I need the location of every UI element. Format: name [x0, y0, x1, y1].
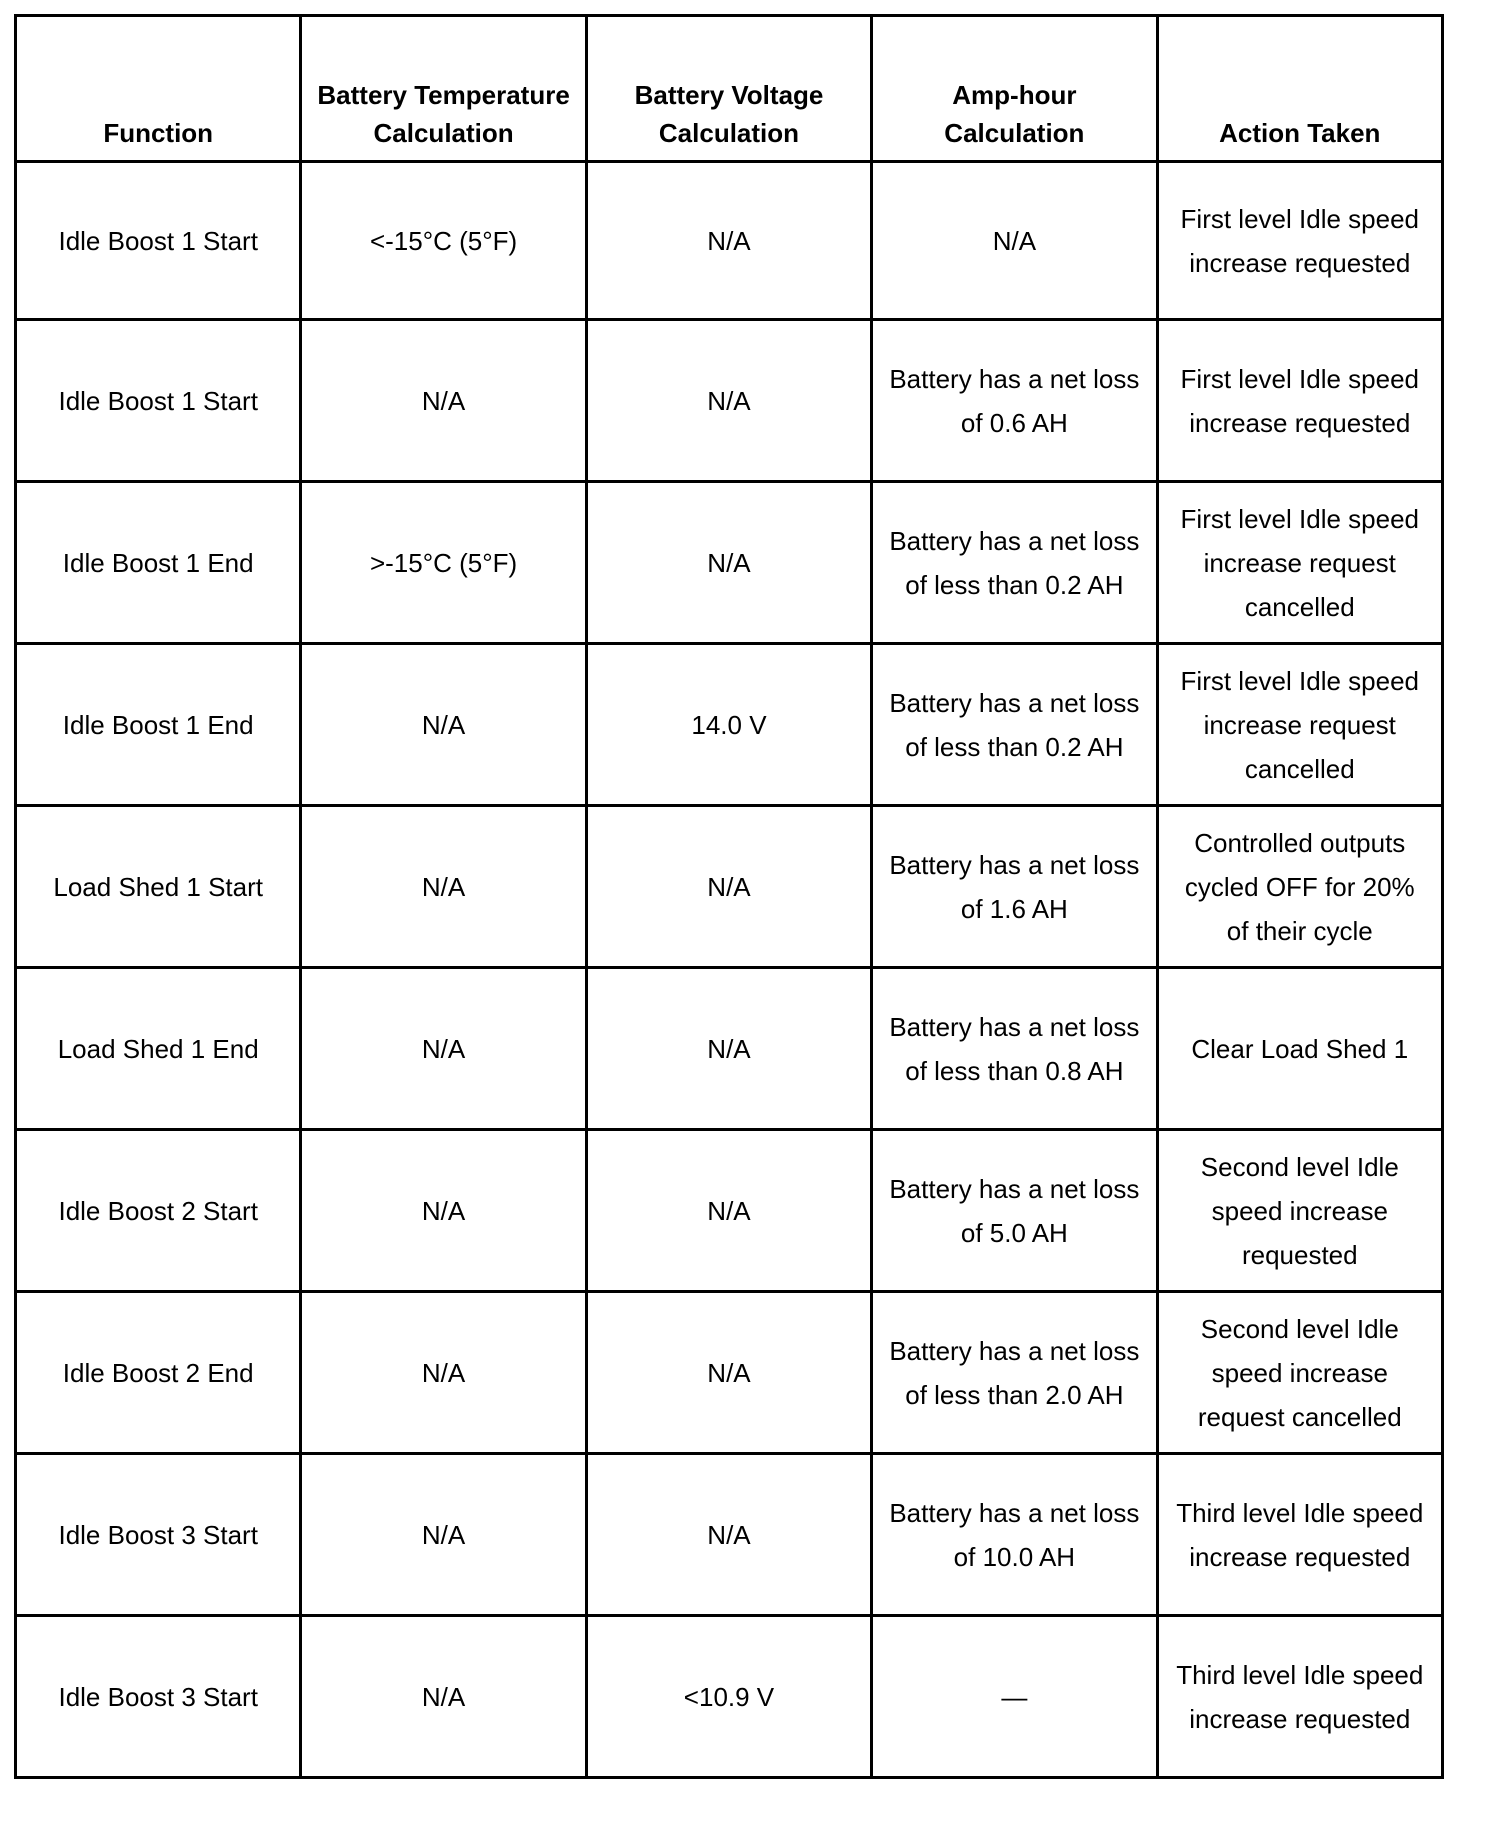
cell-battery-voltage: N/A: [586, 320, 871, 482]
header-battery-voltage: Battery Voltage Calculation: [586, 16, 871, 162]
cell-battery-voltage: 14.0 V: [586, 644, 871, 806]
table-row: [16, 482, 1443, 644]
cell-battery-temperature: N/A: [301, 644, 586, 806]
cell-battery-voltage: N/A: [586, 482, 871, 644]
cell-battery-voltage: N/A: [586, 1454, 871, 1616]
table-body: [16, 162, 1443, 1778]
header-action-taken: Action Taken: [1157, 16, 1442, 162]
cell-action-taken: Controlled outputs cycled OFF for 20% of their cycle: [1157, 806, 1442, 968]
cell-amp-hour: Battery has a net loss of less than 2.0 AH: [872, 1292, 1157, 1454]
cell-battery-temperature: N/A: [301, 1616, 586, 1778]
header-amp-hour: Amp-hour Calculation: [872, 16, 1157, 162]
cell-battery-temperature: >-15°C (5°F): [301, 482, 586, 644]
cell-action-taken: Third level Idle speed increase requested: [1157, 1454, 1442, 1616]
cell-amp-hour: Battery has a net loss of less than 0.2 AH: [872, 644, 1157, 806]
cell-battery-voltage: N/A: [586, 1130, 871, 1292]
table-row: [16, 644, 1443, 806]
cell-amp-hour: Battery has a net loss of 0.6 AH: [872, 320, 1157, 482]
table-row: [16, 806, 1443, 968]
table-row: [16, 162, 1443, 320]
cell-battery-voltage: N/A: [586, 968, 871, 1130]
cell-battery-temperature: N/A: [301, 320, 586, 482]
cell-action-taken: First level Idle speed increase request cancelled: [1157, 644, 1442, 806]
header-row: [16, 16, 1443, 162]
table-row: [16, 1130, 1443, 1292]
header-battery-temperature: Battery Temperature Calculation: [301, 16, 586, 162]
cell-battery-voltage: N/A: [586, 806, 871, 968]
cell-action-taken: First level Idle speed increase requested: [1157, 320, 1442, 482]
cell-battery-voltage: N/A: [586, 1292, 871, 1454]
cell-function: Load Shed 1 Start: [16, 806, 301, 968]
cell-battery-temperature: N/A: [301, 1454, 586, 1616]
cell-action-taken: First level Idle speed increase requested: [1157, 162, 1442, 320]
cell-action-taken: First level Idle speed increase request cancelled: [1157, 482, 1442, 644]
cell-battery-temperature: N/A: [301, 806, 586, 968]
cell-battery-temperature: <-15°C (5°F): [301, 162, 586, 320]
cell-function: Idle Boost 3 Start: [16, 1616, 301, 1778]
cell-function: Idle Boost 2 Start: [16, 1130, 301, 1292]
table-row: [16, 1616, 1443, 1778]
cell-action-taken: Second level Idle speed increase requested: [1157, 1130, 1442, 1292]
cell-action-taken: Third level Idle speed increase requested: [1157, 1616, 1442, 1778]
table-row: [16, 1454, 1443, 1616]
cell-battery-temperature: N/A: [301, 1292, 586, 1454]
cell-function: Idle Boost 3 Start: [16, 1454, 301, 1616]
cell-action-taken: Clear Load Shed 1: [1157, 968, 1442, 1130]
cell-amp-hour: Battery has a net loss of 1.6 AH: [872, 806, 1157, 968]
cell-function: Load Shed 1 End: [16, 968, 301, 1130]
battery-management-table: [14, 14, 1444, 1779]
cell-action-taken: Second level Idle speed increase request cancelled: [1157, 1292, 1442, 1454]
cell-function: Idle Boost 1 End: [16, 644, 301, 806]
cell-battery-temperature: N/A: [301, 968, 586, 1130]
cell-battery-voltage: <10.9 V: [586, 1616, 871, 1778]
header-function: Function: [16, 16, 301, 162]
cell-amp-hour: Battery has a net loss of less than 0.8 AH: [872, 968, 1157, 1130]
table-row: [16, 968, 1443, 1130]
cell-amp-hour: Battery has a net loss of less than 0.2 AH: [872, 482, 1157, 644]
cell-amp-hour: —: [872, 1616, 1157, 1778]
cell-battery-voltage: N/A: [586, 162, 871, 320]
table-row: [16, 320, 1443, 482]
table-row: [16, 1292, 1443, 1454]
cell-amp-hour: Battery has a net loss of 10.0 AH: [872, 1454, 1157, 1616]
cell-function: Idle Boost 1 Start: [16, 320, 301, 482]
cell-function: Idle Boost 2 End: [16, 1292, 301, 1454]
cell-function: Idle Boost 1 Start: [16, 162, 301, 320]
cell-function: Idle Boost 1 End: [16, 482, 301, 644]
cell-amp-hour: Battery has a net loss of 5.0 AH: [872, 1130, 1157, 1292]
cell-amp-hour: N/A: [872, 162, 1157, 320]
cell-battery-temperature: N/A: [301, 1130, 586, 1292]
table-header: [16, 16, 1443, 162]
